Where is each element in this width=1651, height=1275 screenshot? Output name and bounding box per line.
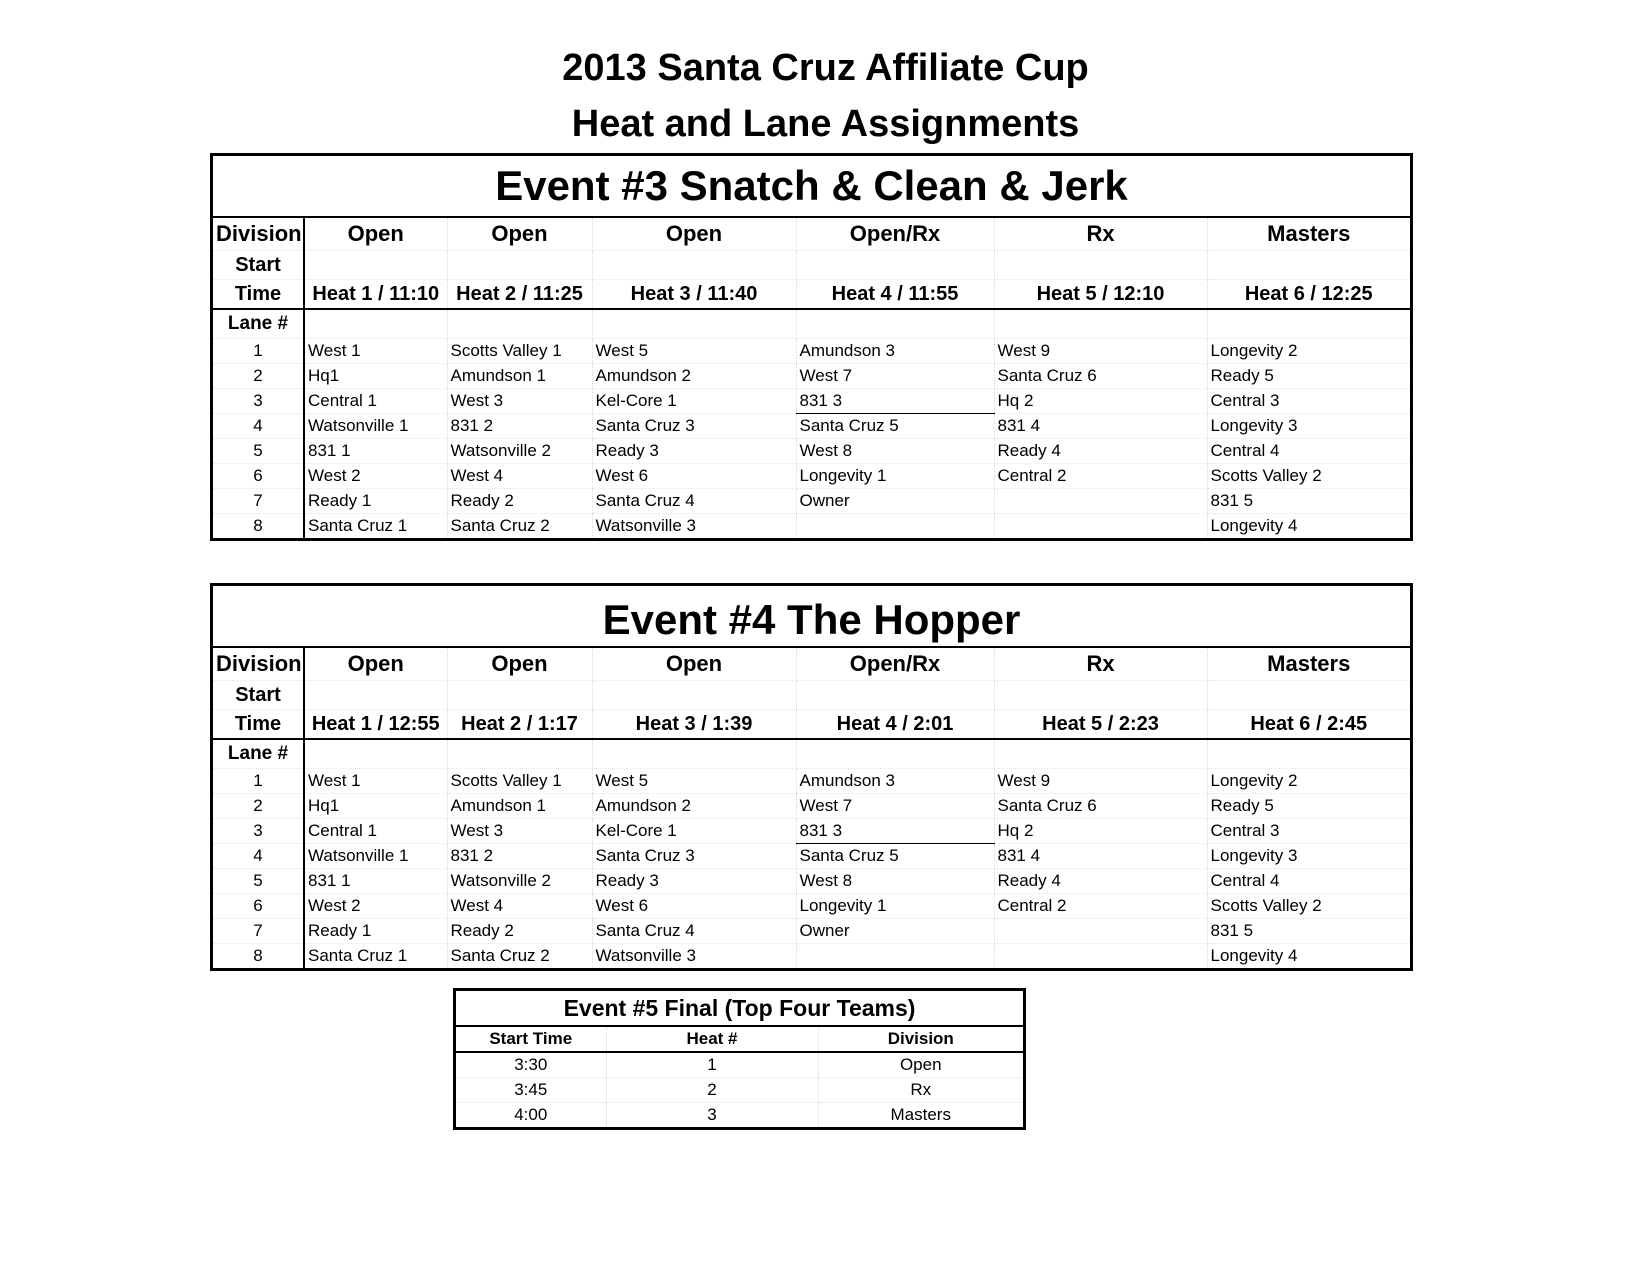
table-row [213, 944, 1410, 969]
team-cell: Amundson 2 [592, 794, 796, 819]
table-row [456, 1052, 1023, 1078]
division-header: Open/Rx [796, 218, 994, 251]
team-cell: West 5 [592, 769, 796, 794]
team-cell: Owner [796, 919, 994, 944]
team-cell: 831 5 [1207, 919, 1410, 944]
team-cell: West 8 [796, 869, 994, 894]
table-row [213, 464, 1410, 489]
lane-number: 8 [213, 944, 304, 969]
event3-table [210, 153, 1413, 541]
heat-header: Heat 6 / 12:25 [1207, 280, 1410, 310]
team-cell: Scotts Valley 2 [1207, 894, 1410, 919]
lane-label: Lane # [213, 739, 304, 769]
start-time-cell: 3:45 [456, 1078, 606, 1103]
team-cell: Santa Cruz 2 [447, 514, 592, 539]
team-cell: West 4 [447, 464, 592, 489]
team-cell: Santa Cruz 2 [447, 944, 592, 969]
team-cell: Longevity 4 [1207, 514, 1410, 539]
team-cell: Amundson 3 [796, 339, 994, 364]
team-cell: Santa Cruz 6 [994, 364, 1207, 389]
team-cell: West 3 [447, 389, 592, 414]
table-row [213, 364, 1410, 389]
heat-header: Heat 2 / 1:17 [447, 710, 592, 740]
team-cell: Scotts Valley 1 [447, 769, 592, 794]
start-label: Start [213, 681, 304, 710]
team-cell: Watsonville 2 [447, 869, 592, 894]
team-cell: Ready 2 [447, 919, 592, 944]
team-cell: Kel-Core 1 [592, 389, 796, 414]
team-cell: 831 3 [796, 389, 994, 414]
team-cell: Santa Cruz 4 [592, 919, 796, 944]
team-cell [796, 514, 994, 539]
team-cell: Longevity 4 [1207, 944, 1410, 969]
division-label: Division [213, 648, 304, 681]
lane-number: 4 [213, 844, 304, 869]
team-cell: West 7 [796, 794, 994, 819]
team-cell: 831 5 [1207, 489, 1410, 514]
team-cell: West 1 [304, 339, 447, 364]
team-cell [994, 919, 1207, 944]
team-cell: Scotts Valley 2 [1207, 464, 1410, 489]
lane-number: 2 [213, 364, 304, 389]
time-label: Time [213, 280, 304, 310]
heat-header: Heat 3 / 1:39 [592, 710, 796, 740]
team-cell: Watsonville 2 [447, 439, 592, 464]
heat-cell: 1 [606, 1052, 818, 1078]
team-cell: 831 1 [304, 439, 447, 464]
team-cell: Scotts Valley 1 [447, 339, 592, 364]
team-cell [994, 944, 1207, 969]
lane-number: 2 [213, 794, 304, 819]
table-row [456, 1078, 1023, 1103]
team-cell: Santa Cruz 6 [994, 794, 1207, 819]
team-cell: West 2 [304, 464, 447, 489]
division-header: Open/Rx [796, 648, 994, 681]
team-cell: Hq 2 [994, 819, 1207, 844]
division-header: Open [304, 218, 447, 251]
team-cell: Santa Cruz 5 [796, 844, 994, 869]
team-cell: Ready 1 [304, 489, 447, 514]
team-cell: Watsonville 3 [592, 514, 796, 539]
table-row [213, 339, 1410, 364]
heat-header: Heat 1 / 12:55 [304, 710, 447, 740]
heat-header: Heat 4 / 11:55 [796, 280, 994, 310]
heat-header: Heat 4 / 2:01 [796, 710, 994, 740]
team-cell: Longevity 2 [1207, 339, 1410, 364]
team-cell: Longevity 3 [1207, 414, 1410, 439]
heat-header: Heat 6 / 2:45 [1207, 710, 1410, 740]
team-cell: Central 3 [1207, 389, 1410, 414]
heat-header: Heat 3 / 11:40 [592, 280, 796, 310]
team-cell: Ready 4 [994, 869, 1207, 894]
lane-number: 4 [213, 414, 304, 439]
team-cell: Santa Cruz 3 [592, 414, 796, 439]
lane-number: 5 [213, 869, 304, 894]
lane-number: 5 [213, 439, 304, 464]
team-cell: West 1 [304, 769, 447, 794]
table-row [213, 389, 1410, 414]
division-cell: Rx [818, 1078, 1023, 1103]
event3-title: Event #3 Snatch & Clean & Jerk [213, 156, 1410, 218]
team-cell: Central 4 [1207, 439, 1410, 464]
team-cell: Owner [796, 489, 994, 514]
lane-label: Lane # [213, 309, 304, 339]
heat-cell: 3 [606, 1103, 818, 1128]
table-row [213, 819, 1410, 844]
table-row [213, 794, 1410, 819]
page-title: 2013 Santa Cruz Affiliate Cup [562, 47, 1089, 89]
team-cell: West 8 [796, 439, 994, 464]
team-cell: 831 4 [994, 844, 1207, 869]
team-cell: Hq1 [304, 794, 447, 819]
division-header: Open [304, 648, 447, 681]
column-header: Heat # [606, 1027, 818, 1052]
team-cell: Kel-Core 1 [592, 819, 796, 844]
division-header: Open [447, 648, 592, 681]
team-cell: Hq 2 [994, 389, 1207, 414]
column-header: Division [818, 1027, 1023, 1052]
division-header: Open [592, 218, 796, 251]
event5-title: Event #5 Final (Top Four Teams) [456, 991, 1023, 1027]
division-header: Masters [1207, 648, 1410, 681]
table-row [213, 489, 1410, 514]
table-row [213, 919, 1410, 944]
lane-number: 8 [213, 514, 304, 539]
column-header: Start Time [456, 1027, 606, 1052]
heat-header: Heat 5 / 2:23 [994, 710, 1207, 740]
table-row [456, 1103, 1023, 1128]
team-cell: Ready 4 [994, 439, 1207, 464]
team-cell: Ready 1 [304, 919, 447, 944]
team-cell: Santa Cruz 3 [592, 844, 796, 869]
lane-number: 6 [213, 464, 304, 489]
team-cell: Hq1 [304, 364, 447, 389]
team-cell: Santa Cruz 4 [592, 489, 796, 514]
division-header: Rx [994, 218, 1207, 251]
table-row [213, 514, 1410, 539]
team-cell: Central 3 [1207, 819, 1410, 844]
team-cell: Central 4 [1207, 869, 1410, 894]
team-cell: 831 1 [304, 869, 447, 894]
team-cell: 831 3 [796, 819, 994, 844]
team-cell: Ready 3 [592, 869, 796, 894]
team-cell: West 6 [592, 894, 796, 919]
team-cell: Watsonville 1 [304, 414, 447, 439]
team-cell: Ready 5 [1207, 794, 1410, 819]
table-row [213, 844, 1410, 869]
event4-table [210, 583, 1413, 971]
team-cell: Amundson 3 [796, 769, 994, 794]
team-cell: Santa Cruz 5 [796, 414, 994, 439]
division-header: Rx [994, 648, 1207, 681]
start-time-cell: 3:30 [456, 1052, 606, 1078]
start-time-cell: 4:00 [514, 1105, 548, 1124]
team-cell: West 9 [994, 769, 1207, 794]
team-cell: West 5 [592, 339, 796, 364]
division-header: Open [447, 218, 592, 251]
team-cell: Amundson 2 [592, 364, 796, 389]
event5-table [453, 988, 1026, 1130]
page-subtitle: Heat and Lane Assignments [571, 103, 1080, 145]
team-cell: Santa Cruz 1 [304, 944, 447, 969]
table-row [213, 439, 1410, 464]
team-cell: Central 2 [994, 464, 1207, 489]
team-cell: Longevity 2 [1207, 769, 1410, 794]
team-cell: West 6 [592, 464, 796, 489]
heat-header: Heat 2 / 11:25 [447, 280, 592, 310]
time-label: Time [213, 710, 304, 740]
team-cell: West 9 [994, 339, 1207, 364]
team-cell: Ready 3 [592, 439, 796, 464]
table-row [213, 894, 1410, 919]
division-header: Open [592, 648, 796, 681]
lane-number: 1 [213, 339, 304, 364]
team-cell: Amundson 1 [447, 794, 592, 819]
team-cell: Amundson 1 [447, 364, 592, 389]
team-cell: 831 2 [447, 844, 592, 869]
team-cell [796, 944, 994, 969]
lane-number: 6 [213, 894, 304, 919]
team-cell: 831 2 [447, 414, 592, 439]
team-cell: Ready 5 [1207, 364, 1410, 389]
heat-header: Heat 1 / 11:10 [304, 280, 447, 310]
team-cell: 831 4 [994, 414, 1207, 439]
division-label: Division [213, 218, 304, 251]
lane-number: 7 [213, 489, 304, 514]
start-label: Start [213, 251, 304, 280]
lane-number: 3 [213, 389, 304, 414]
division-header: Masters [1207, 218, 1410, 251]
team-cell: Watsonville 3 [592, 944, 796, 969]
heat-header: Heat 5 / 12:10 [994, 280, 1207, 310]
table-row [213, 414, 1410, 439]
team-cell: West 3 [447, 819, 592, 844]
division-cell: Masters [818, 1103, 1023, 1128]
team-cell: Santa Cruz 1 [304, 514, 447, 539]
team-cell: Longevity 3 [1207, 844, 1410, 869]
team-cell: Central 2 [994, 894, 1207, 919]
team-cell: Ready 2 [447, 489, 592, 514]
team-cell [994, 489, 1207, 514]
team-cell: West 2 [304, 894, 447, 919]
team-cell [994, 514, 1207, 539]
heat-cell: 2 [606, 1078, 818, 1103]
division-cell: Open [818, 1052, 1023, 1078]
lane-number: 3 [213, 819, 304, 844]
team-cell: Central 1 [304, 389, 447, 414]
team-cell: Central 1 [304, 819, 447, 844]
team-cell: Watsonville 1 [304, 844, 447, 869]
team-cell: West 7 [796, 364, 994, 389]
table-row [213, 869, 1410, 894]
table-row [213, 769, 1410, 794]
lane-number: 1 [213, 769, 304, 794]
event4-title: Event #4 The Hopper [213, 586, 1410, 648]
team-cell: West 4 [447, 894, 592, 919]
team-cell: Longevity 1 [796, 894, 994, 919]
team-cell: Longevity 1 [796, 464, 994, 489]
lane-number: 7 [213, 919, 304, 944]
